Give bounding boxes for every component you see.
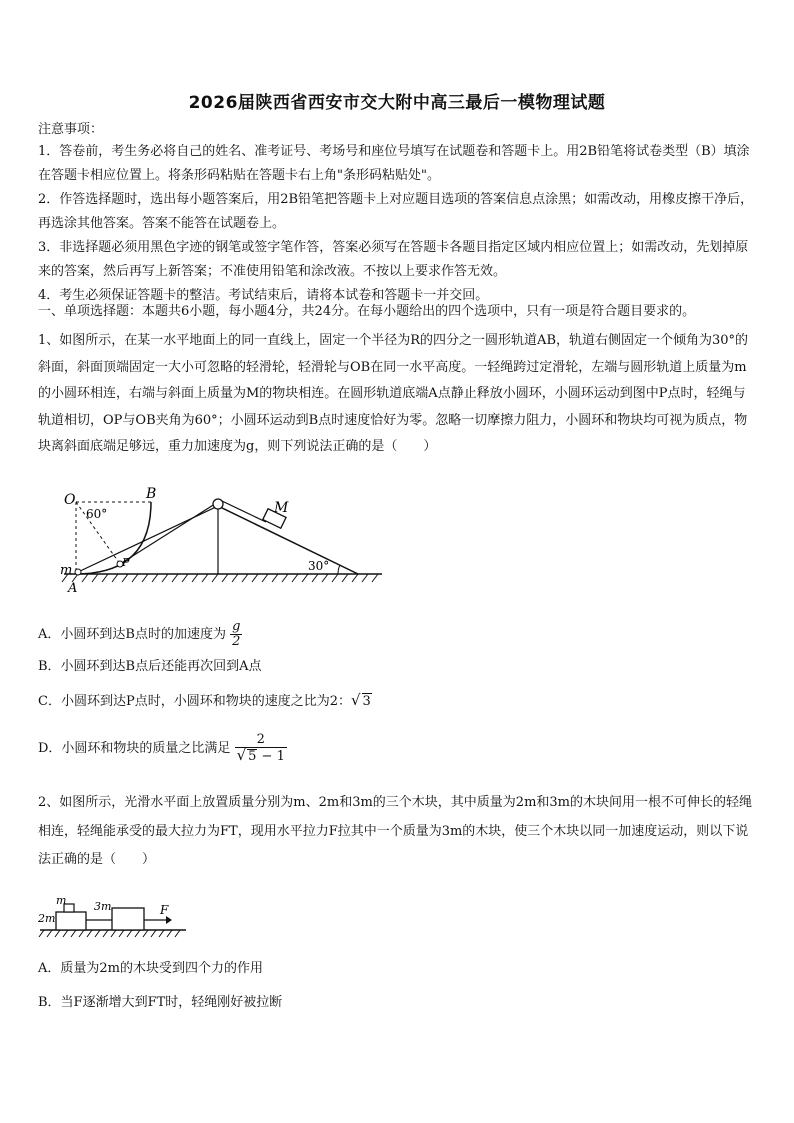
q1-option-d: D．小圆环和物块的质量之比满足 $\frac{2}{√ 5 - 1}$ <box>38 732 285 764</box>
label-2m: 2m <box>38 912 56 925</box>
label-F: F <box>160 903 169 917</box>
label-P: P <box>122 556 130 569</box>
question-2-text: 2、如图所示，光滑水平面上放置质量分别为m、2m和3m的三个木块，其中质量为2m和3m的木块间用一根不可伸长的轻绳相连，轻绳能承受的最大拉力为FT，现用水平拉力F拉其中一个质量为3m的木块，使三个木块以同一加速度运动，则以下说法正确的是（ ） <box>38 795 752 867</box>
fraction: $\frac{g}{2}$ <box>232 619 241 649</box>
label-m: m <box>60 563 73 578</box>
label-A: A <box>68 581 78 596</box>
fraction: $\frac{2}{√ 5 - 1}$ <box>236 732 285 764</box>
q1-option-c: C．小圆环到达P点时，小圆环和物块的速度之比为2：√ 3 <box>38 691 371 709</box>
label-O: O <box>64 492 76 508</box>
question-2-figure <box>38 896 188 942</box>
q2-option-b: B．当F逐渐增大到FT时，轻绳刚好被拉断 <box>38 995 283 1010</box>
page-title: 2026届陕西省西安市交大附中高三最后一模物理试题 <box>188 93 606 113</box>
section-heading: 一、单项选择题：本题共6小题，每小题4分，共24分。在每小题给出的四个选项中，只有一项是符合题目要求的。 <box>38 304 696 319</box>
question-1-text: 1、如图所示，在某一水平地面上的同一直线上，固定一个半径为R的四分之一圆形轨道AB，轨道右侧固定一个倾角为30°的斜面，斜面顶端固定一大小可忽略的轻滑轮，轻滑轮与OB在同一水平高度。一轻绳跨过定滑轮，左端与圆形轨道上质量为m的小圆环相连，右端与斜面上质量为M的物块相连。在圆形轨道底端A点静止释放小圆环，小圆环运动到图中P点时，轻绳与轨道相切，OP与OB夹角为60°；小圆环运动到B点时速度恰好为零。忽略一切摩擦力阻力，小圆环和物块均可视为质点，物块离斜面底端足够远，重力加速度为g，则下列说法正确的是（ ） <box>38 333 749 454</box>
question-1-stem <box>38 328 756 461</box>
notice-heading: 注意事项： <box>38 122 104 137</box>
label-M: M <box>274 500 289 516</box>
notice-item: 4．考生必须保证答题卡的整洁。考试结束后，请将本试卷和答题卡一并交回。 <box>38 288 489 303</box>
notice-item: 1．答卷前，考生务必将自己的姓名、准考证号、考场号和座位号填写在试题卷和答题卡上。用2B铅笔将试卷类型（B）填涂在答题卡相应位置上。将条形码粘贴在答题卡右上角"条形码粘贴处"。 <box>38 144 750 183</box>
q1-option-a: A．小圆环到达B点时的加速度为 $\frac{g}{2}$ <box>38 619 241 649</box>
question-2-stem <box>38 789 756 875</box>
notice-list <box>38 140 756 308</box>
label-3m: 3m <box>94 900 112 913</box>
q2-option-a: A．质量为2m的木块受到四个力的作用 <box>38 961 263 976</box>
question-1-figure <box>56 486 386 596</box>
label-angle-30: 30° <box>308 559 330 573</box>
notice-item: 3．非选择题必须用黑色字迹的钢笔或签字笔作答，答案必须写在答题卡各题目指定区域内相应位置上；如需改动，先划掉原来的答案，然后再写上新答案；不准使用铅笔和涂改液。不按以上要求作答无效。 <box>38 240 749 279</box>
notice-item: 2．作答选择题时，选出每小题答案后，用2B铅笔把答题卡上对应题目选项的答案信息点涂黑；如需改动，用橡皮擦干净后，再选涂其他答案。答案不能答在试题卷上。 <box>38 192 754 231</box>
label-B: B <box>146 486 157 502</box>
label-angle-60: 60° <box>86 507 108 521</box>
label-m: m <box>56 896 67 907</box>
q1-option-b: B．小圆环到达B点后还能再次回到A点 <box>38 659 262 674</box>
